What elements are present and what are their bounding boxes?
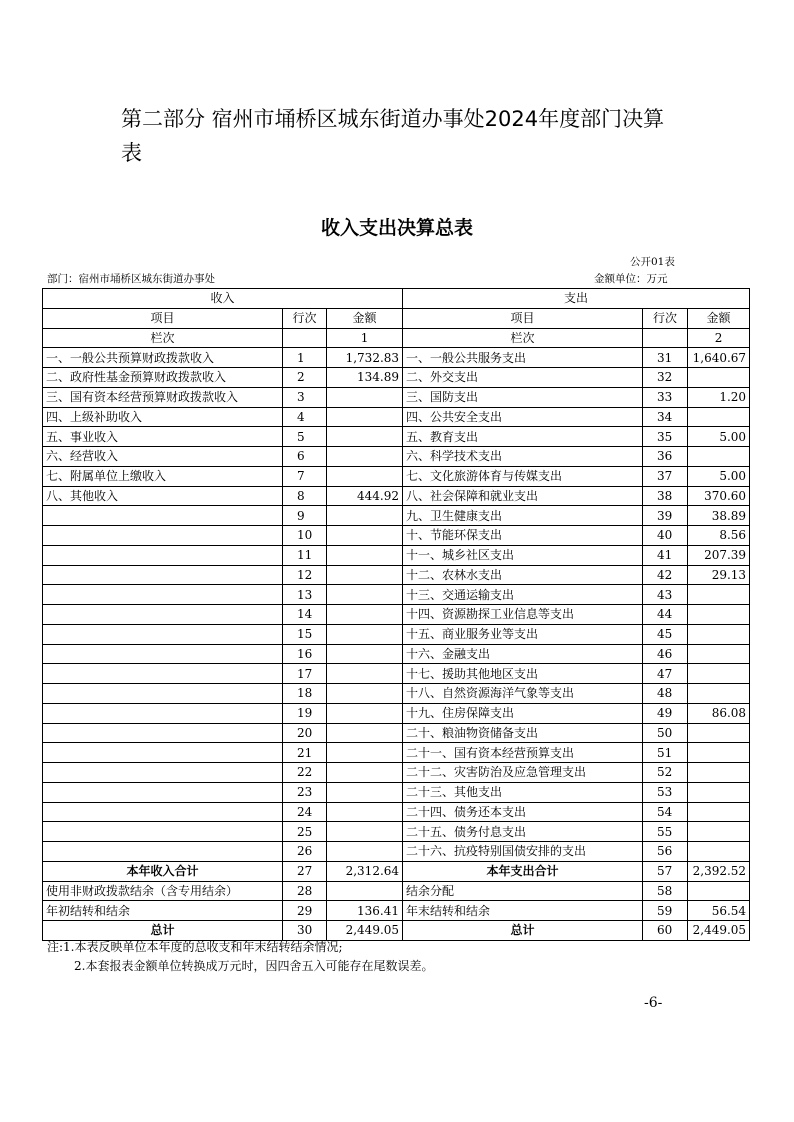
expense-line-no: 42 [643,565,688,585]
expense-line-no: 44 [643,605,688,625]
income-line-no: 29 [283,901,327,921]
table-row [43,802,750,822]
expense-line-no: 37 [643,466,688,486]
expense-amount: 56.54 [688,901,750,921]
expense-item: 九、卫生健康支出 [403,506,643,526]
income-line-no: 20 [283,723,327,743]
income-amount: 2,449.05 [327,921,403,941]
expense-item: 十六、金融支出 [403,644,643,664]
expense-amount [688,624,750,644]
income-item: 六、经营收入 [43,447,283,467]
form-number: 公开01表 [630,256,675,268]
expense-item: 六、科学技术支出 [403,447,643,467]
income-line-no: 2 [283,368,327,388]
table-row [43,743,750,763]
expense-line-no: 43 [643,585,688,605]
expense-line-no: 36 [643,447,688,467]
income-item [43,743,283,763]
expense-column-line-blank [643,328,688,348]
table-row [43,664,750,684]
table-row [43,565,750,585]
income-item [43,664,283,684]
expense-amount: 1.20 [688,387,750,407]
expense-amount [688,585,750,605]
expense-amount: 1,640.67 [688,348,750,368]
table-row [43,684,750,704]
expense-line-no: 49 [643,703,688,723]
table-row [43,585,750,605]
table-row [43,427,750,447]
expense-amount: 2,392.52 [688,861,750,881]
income-column-label: 栏次 [43,328,283,348]
expense-amount: 2,449.05 [688,921,750,941]
column-header-row [43,308,750,328]
income-amount [327,624,403,644]
table-row [43,348,750,368]
table-row [43,703,750,723]
income-line-no: 8 [283,486,327,506]
expense-amount [688,802,750,822]
expense-item: 十一、城乡社区支出 [403,545,643,565]
expense-item: 八、社会保障和就业支出 [403,486,643,506]
expense-amount [688,782,750,802]
table-row [43,407,750,427]
income-line-no: 28 [283,881,327,901]
income-amount [327,644,403,664]
table-row [43,644,750,664]
income-line-no: 18 [283,684,327,704]
income-item [43,506,283,526]
income-line-no: 14 [283,605,327,625]
expense-section-header: 支出 [403,289,750,309]
expense-amount: 29.13 [688,565,750,585]
expense-item: 十、节能环保支出 [403,526,643,546]
expense-item: 七、文化旅游体育与传媒支出 [403,466,643,486]
income-column-number: 1 [327,328,403,348]
expense-amount: 86.08 [688,703,750,723]
income-amount [327,427,403,447]
expense-item: 四、公共安全支出 [403,407,643,427]
expense-amount: 38.89 [688,506,750,526]
expense-line-no: 33 [643,387,688,407]
table-row [43,526,750,546]
income-amount [327,743,403,763]
income-item [43,723,283,743]
expense-amount [688,723,750,743]
income-item [43,782,283,802]
expense-amount [688,644,750,664]
expense-amount [688,881,750,901]
table-row [43,387,750,407]
expense-amount [688,763,750,783]
table-row [43,881,750,901]
expense-item: 二十三、其他支出 [403,782,643,802]
income-item: 年初结转和结余 [43,901,283,921]
expense-amount: 207.39 [688,545,750,565]
income-item [43,605,283,625]
income-item: 四、上级补助收入 [43,407,283,427]
expense-amount [688,822,750,842]
table-row [43,763,750,783]
income-item [43,644,283,664]
income-item [43,585,283,605]
expense-line-header: 行次 [643,308,688,328]
expense-amount [688,842,750,862]
income-item: 八、其他收入 [43,486,283,506]
income-amount: 2,312.64 [327,861,403,881]
expense-line-no: 50 [643,723,688,743]
expense-amount [688,684,750,704]
table-row [43,605,750,625]
income-item: 本年收入合计 [43,861,283,881]
income-item [43,822,283,842]
income-amount [327,565,403,585]
income-line-no: 15 [283,624,327,644]
income-section-header: 收入 [43,289,403,309]
expense-amount [688,743,750,763]
table-row [43,901,750,921]
income-amount [327,387,403,407]
expense-item: 二十六、抗疫特别国债安排的支出 [403,842,643,862]
table-row [43,782,750,802]
table-title: 收入支出决算总表 [320,217,473,239]
table-row [43,723,750,743]
expense-amount: 8.56 [688,526,750,546]
income-line-no: 19 [283,703,327,723]
income-amount [327,585,403,605]
income-item [43,545,283,565]
income-amount [327,802,403,822]
expense-amount [688,605,750,625]
income-line-no: 10 [283,526,327,546]
expense-item: 二、外交支出 [403,368,643,388]
expense-line-no: 55 [643,822,688,842]
table-row [43,822,750,842]
expense-item: 三、国防支出 [403,387,643,407]
expense-amount-header: 金额 [688,308,750,328]
income-item: 七、附属单位上缴收入 [43,466,283,486]
income-line-no: 30 [283,921,327,941]
income-amount [327,506,403,526]
income-amount [327,703,403,723]
expense-line-no: 56 [643,842,688,862]
income-amount [327,723,403,743]
table-row [43,466,750,486]
page-number: -6- [644,995,663,1011]
amount-unit-label: 金额单位：万元 [594,273,668,285]
income-item [43,565,283,585]
footnote-2: 2.本套报表金额单位转换成万元时，因四舍五入可能存在尾数误差。 [74,959,434,973]
expense-amount: 5.00 [688,427,750,447]
income-amount [327,664,403,684]
table-row [43,545,750,565]
income-amount [327,842,403,862]
expense-line-no: 48 [643,684,688,704]
expense-item: 二十四、债务还本支出 [403,802,643,822]
income-amount [327,526,403,546]
expense-line-no: 52 [643,763,688,783]
income-item: 五、事业收入 [43,427,283,447]
expense-line-no: 45 [643,624,688,644]
expense-line-no: 46 [643,644,688,664]
income-line-no: 1 [283,348,327,368]
expense-line-no: 54 [643,802,688,822]
income-amount [327,447,403,467]
income-item [43,624,283,644]
expense-amount: 370.60 [688,486,750,506]
expense-line-no: 51 [643,743,688,763]
income-line-no: 21 [283,743,327,763]
expense-line-no: 39 [643,506,688,526]
income-amount [327,545,403,565]
expense-item: 十七、援助其他地区支出 [403,664,643,684]
income-item [43,802,283,822]
department-label: 部门：宿州市埇桥区城东街道办事处 [47,273,215,285]
income-item: 三、国有资本经营预算财政拨款收入 [43,387,283,407]
income-item [43,684,283,704]
income-amount [327,782,403,802]
expense-line-no: 40 [643,526,688,546]
income-amount [327,822,403,842]
expense-line-no: 32 [643,368,688,388]
subtotal-row [43,861,750,881]
income-line-no: 12 [283,565,327,585]
expense-item: 二十、粮油物资储备支出 [403,723,643,743]
expense-column-number: 2 [688,328,750,348]
expense-amount [688,368,750,388]
expense-line-no: 53 [643,782,688,802]
section-header-row [43,289,750,309]
expense-line-no: 31 [643,348,688,368]
income-amount [327,407,403,427]
income-column-line-blank [283,328,327,348]
column-number-row [43,328,750,348]
income-item: 二、政府性基金预算财政拨款收入 [43,368,283,388]
expense-item: 总计 [403,921,643,941]
income-item [43,703,283,723]
expense-item: 本年支出合计 [403,861,643,881]
expense-item: 二十五、债务付息支出 [403,822,643,842]
expense-line-no: 38 [643,486,688,506]
expense-item: 十二、农林水支出 [403,565,643,585]
document-title: 第二部分 宿州市埇桥区城东街道办事处2024年度部门决算表 [121,107,665,165]
income-line-no: 7 [283,466,327,486]
expense-line-no: 41 [643,545,688,565]
expense-amount: 5.00 [688,466,750,486]
income-line-no: 6 [283,447,327,467]
income-item-header: 项目 [43,308,283,328]
income-line-no: 4 [283,407,327,427]
income-line-no: 24 [283,802,327,822]
footnotes [47,938,433,976]
income-line-no: 22 [283,763,327,783]
income-amount [327,605,403,625]
expense-line-no: 58 [643,881,688,901]
income-line-no: 11 [283,545,327,565]
expense-item: 年末结转和结余 [403,901,643,921]
income-amount: 444.92 [327,486,403,506]
expense-amount [688,447,750,467]
income-line-no: 25 [283,822,327,842]
income-expense-table [42,288,750,941]
footnote-1: 注:1.本表反映单位本年度的总收支和年末结转结余情况; [47,940,343,954]
table-row [43,842,750,862]
income-line-no: 27 [283,861,327,881]
expense-amount [688,407,750,427]
expense-column-label: 栏次 [403,328,643,348]
income-item [43,842,283,862]
expense-item: 结余分配 [403,881,643,901]
expense-item: 十九、住房保障支出 [403,703,643,723]
income-amount [327,881,403,901]
expense-item: 十八、自然资源海洋气象等支出 [403,684,643,704]
income-amount: 134.89 [327,368,403,388]
income-line-header: 行次 [283,308,327,328]
expense-line-no: 34 [643,407,688,427]
income-amount: 1,732.83 [327,348,403,368]
income-item [43,526,283,546]
expense-item: 五、教育支出 [403,427,643,447]
income-line-no: 17 [283,664,327,684]
expense-line-no: 35 [643,427,688,447]
income-line-no: 9 [283,506,327,526]
income-amount [327,684,403,704]
income-line-no: 13 [283,585,327,605]
income-amount: 136.41 [327,901,403,921]
table-row [43,486,750,506]
income-line-no: 3 [283,387,327,407]
income-amount [327,763,403,783]
income-item: 总计 [43,921,283,941]
income-item: 一、一般公共预算财政拨款收入 [43,348,283,368]
expense-item: 十四、资源勘探工业信息等支出 [403,605,643,625]
expense-line-no: 59 [643,901,688,921]
expense-item: 二十二、灾害防治及应急管理支出 [403,763,643,783]
expense-line-no: 47 [643,664,688,684]
expense-item: 二十一、国有资本经营预算支出 [403,743,643,763]
income-line-no: 23 [283,782,327,802]
table-row [43,368,750,388]
income-amount [327,466,403,486]
income-amount-header: 金额 [327,308,403,328]
expense-item: 一、一般公共服务支出 [403,348,643,368]
income-line-no: 5 [283,427,327,447]
table-row [43,624,750,644]
income-item: 使用非财政拨款结余（含专用结余） [43,881,283,901]
expense-amount [688,664,750,684]
expense-line-no: 57 [643,861,688,881]
table-row [43,506,750,526]
expense-item: 十五、商业服务业等支出 [403,624,643,644]
expense-item-header: 项目 [403,308,643,328]
income-line-no: 26 [283,842,327,862]
income-line-no: 16 [283,644,327,664]
income-item [43,763,283,783]
table-row [43,447,750,467]
expense-item: 十三、交通运输支出 [403,585,643,605]
expense-line-no: 60 [643,921,688,941]
